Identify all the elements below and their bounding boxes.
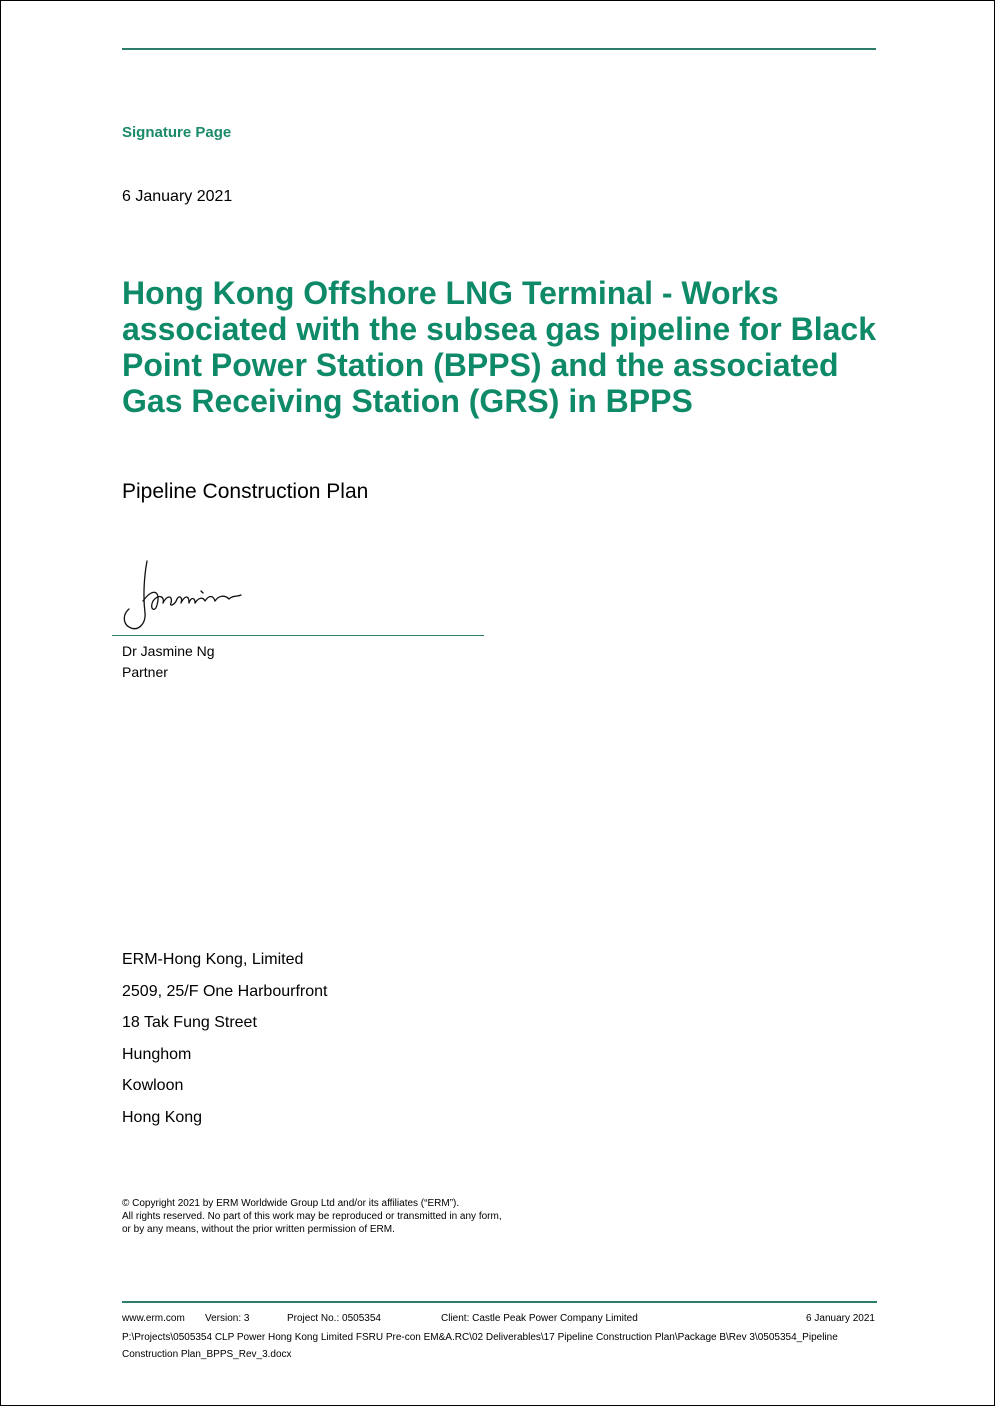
- footer-version: Version: 3: [205, 1313, 250, 1324]
- footer-date: 6 January 2021: [806, 1313, 875, 1324]
- copyright-line: All rights reserved. No part of this work may be reproduced or transmitted in any form,: [122, 1211, 502, 1222]
- copyright-notice: [122, 1197, 542, 1236]
- document-date: 6 January 2021: [122, 188, 233, 205]
- copyright-line: or by any means, without the prior written permission of ERM.: [122, 1224, 395, 1235]
- address-line: 18 Tak Fung Street: [122, 1014, 257, 1032]
- document-subtitle: Pipeline Construction Plan: [122, 480, 369, 503]
- footer-website: www.erm.com: [122, 1313, 185, 1324]
- address-line: Hong Kong: [122, 1108, 203, 1126]
- footer-rule: [122, 1301, 877, 1303]
- footer: [122, 1313, 875, 1327]
- footer-project-number: Project No.: 0505354: [287, 1313, 381, 1324]
- company-address: [122, 950, 327, 1140]
- signature-page-heading: Signature Page: [122, 124, 232, 141]
- address-line: Kowloon: [122, 1077, 184, 1095]
- signature-line: [112, 635, 484, 636]
- handwritten-signature: [117, 557, 247, 635]
- signatory-name: Dr Jasmine Ng: [122, 643, 215, 659]
- signatory-title: Partner: [122, 664, 168, 680]
- footer-file-path: P:\Projects\0505354 CLP Power Hong Kong Limited FSRU Pre-con EM&A.RC\02 Deliverables\17 Pipeline Construction Plan\Package B\Rev 3\0505354_Pipeline Construction Plan_BPPS_Rev_3.docx: [122, 1332, 838, 1360]
- header-rule: [122, 48, 876, 50]
- address-line: ERM-Hong Kong, Limited: [122, 951, 304, 968]
- address-line: Hunghom: [122, 1045, 192, 1063]
- copyright-line: © Copyright 2021 by ERM Worldwide Group Ltd and/or its affiliates (“ERM”).: [122, 1198, 460, 1209]
- footer-client: Client: Castle Peak Power Company Limited: [441, 1313, 638, 1324]
- address-line: 2509, 25/F One Harbourfront: [122, 982, 328, 1000]
- document-title: Hong Kong Offshore LNG Terminal - Works associated with the subsea gas pipeline for Black Point Power Station (BPPS) and the associated Gas Receiving Station (GRS) in BPPS: [122, 275, 877, 419]
